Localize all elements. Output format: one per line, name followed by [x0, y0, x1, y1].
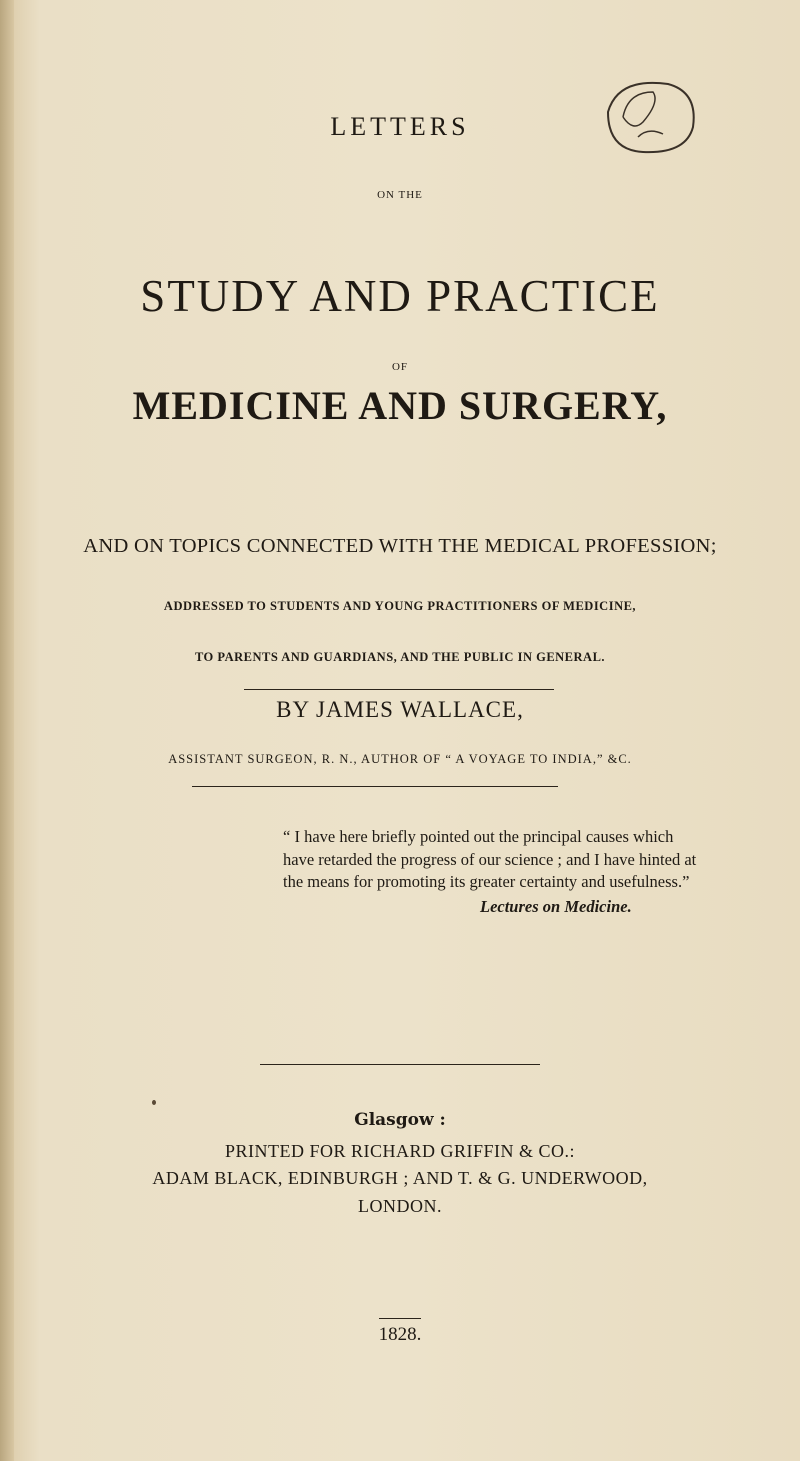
author-description: ASSISTANT SURGEON, R. N., AUTHOR OF “ A VOYAGE TO INDIA,” &C.	[168, 752, 632, 766]
title-letters: LETTERS	[330, 112, 470, 141]
imprint-sellers: ADAM BLACK, EDINBURGH ; AND T. & G. UNDERWOOD,	[152, 1168, 648, 1188]
divider-rule	[260, 1064, 540, 1065]
imprint-city: Glasgow :	[354, 1110, 446, 1130]
epigraph-line: have retarded the progress of our science ; and I have hinted at	[283, 850, 697, 869]
title-topics: AND ON TOPICS CONNECTED WITH THE MEDICAL PROFESSION;	[83, 535, 717, 557]
page-edge	[0, 0, 14, 1461]
title-study-practice: STUDY AND PRACTICE	[140, 271, 660, 321]
subtitle-of: OF	[391, 361, 409, 373]
divider-rule	[244, 689, 554, 690]
addressed-line-1: ADDRESSED TO STUDENTS AND YOUNG PRACTITIONERS OF MEDICINE,	[163, 599, 637, 613]
author-name: BY JAMES WALLACE,	[276, 697, 524, 722]
publication-year: 1828.	[378, 1324, 422, 1345]
epigraph-source: Lectures on Medicine.	[480, 897, 632, 916]
library-stamp-icon	[548, 72, 708, 162]
addressed-line-2: TO PARENTS AND GUARDIANS, AND THE PUBLIC IN GENERAL.	[194, 650, 606, 664]
divider-rule	[379, 1318, 421, 1319]
divider-rule	[192, 786, 558, 787]
subtitle-on-the: ON THE	[377, 189, 423, 201]
title-medicine-surgery: MEDICINE AND SURGERY,	[132, 383, 668, 428]
ink-speck	[152, 1100, 156, 1105]
epigraph-line: “ I have here briefly pointed out the principal causes which	[283, 827, 674, 846]
imprint-printer: PRINTED FOR RICHARD GRIFFIN & CO.:	[224, 1141, 576, 1161]
epigraph-line: the means for promoting its greater certainty and usefulness.”	[283, 872, 690, 891]
imprint-london: LONDON.	[358, 1196, 442, 1216]
